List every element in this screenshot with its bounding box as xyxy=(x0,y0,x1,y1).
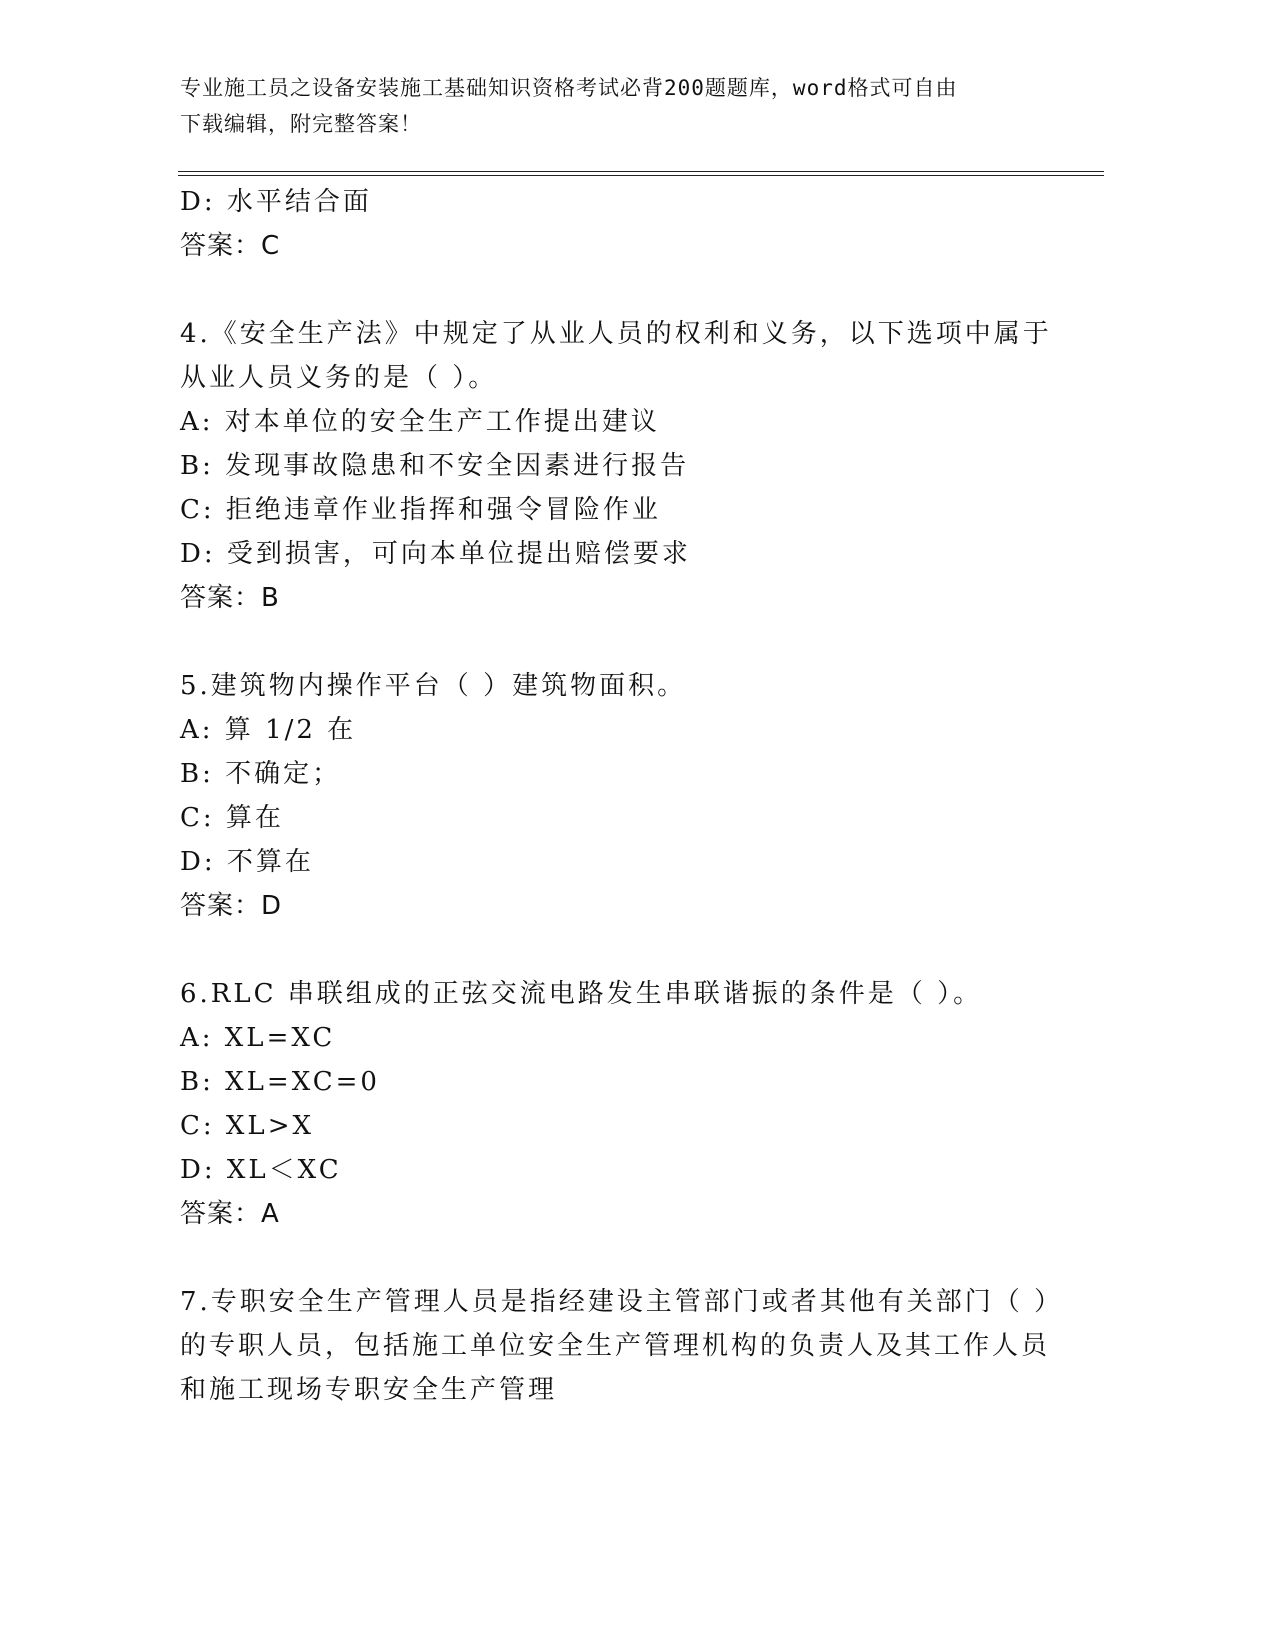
option-d: D: 受到损害，可向本单位提出赔偿要求 xyxy=(180,539,691,569)
question-3-tail xyxy=(180,180,1080,268)
question-stem: 4.《安全生产法》中规定了从业人员的权利和义务，以下选项中属于 xyxy=(180,319,1052,349)
header-line-1: 专业施工员之设备安装施工基础知识资格考试必背200题题库，word格式可自由 xyxy=(180,76,958,100)
option-b: B: 不确定； xyxy=(180,759,342,789)
question-4 xyxy=(180,312,1080,620)
option-c: C: 拒绝违章作业指挥和强令冒险作业 xyxy=(180,495,661,525)
spacer xyxy=(180,268,1080,312)
option-d: D: XL＜XC xyxy=(180,1155,342,1185)
header-line-2: 下载编辑，附完整答案！ xyxy=(180,112,422,136)
question-stem: 和施工现场专职安全生产管理 xyxy=(180,1375,558,1405)
option-c: C: XL>X xyxy=(180,1111,314,1141)
header-divider-bottom xyxy=(178,175,1104,176)
answer: 答案：D xyxy=(180,891,283,921)
question-5 xyxy=(180,664,1080,928)
question-7 xyxy=(180,1280,1080,1412)
question-stem: 从业人员义务的是（ ）。 xyxy=(180,363,498,393)
option-b: B: XL=XC=0 xyxy=(180,1067,380,1097)
option-b: B: 发现事故隐患和不安全因素进行报告 xyxy=(180,451,690,481)
question-stem: 的专职人员，包括施工单位安全生产管理机构的负责人及其工作人员 xyxy=(180,1331,1051,1361)
spacer xyxy=(180,928,1080,972)
question-stem: 5.建筑物内操作平台（ ）建筑物面积。 xyxy=(180,671,687,701)
option-a: A: 对本单位的安全生产工作提出建议 xyxy=(180,407,660,437)
option-a: A: XL=XC xyxy=(180,1023,336,1053)
option-d: D: 水平结合面 xyxy=(180,187,372,217)
question-6 xyxy=(180,972,1080,1236)
question-content xyxy=(180,180,1080,1412)
question-stem: 6.RLC 串联组成的正弦交流电路发生串联谐振的条件是（ ）。 xyxy=(180,979,983,1009)
answer: 答案：B xyxy=(180,583,280,613)
header-divider-top xyxy=(178,171,1104,172)
page-header xyxy=(180,70,1030,142)
option-a: A: 算 1/2 在 xyxy=(180,715,357,745)
option-d: D: 不算在 xyxy=(180,847,314,877)
spacer xyxy=(180,1236,1080,1280)
answer: 答案：C xyxy=(180,231,281,261)
question-stem: 7.专职安全生产管理人员是指经建设主管部门或者其他有关部门（ ） xyxy=(180,1287,1064,1317)
option-c: C: 算在 xyxy=(180,803,284,833)
spacer xyxy=(180,620,1080,664)
answer: 答案：A xyxy=(180,1199,280,1229)
